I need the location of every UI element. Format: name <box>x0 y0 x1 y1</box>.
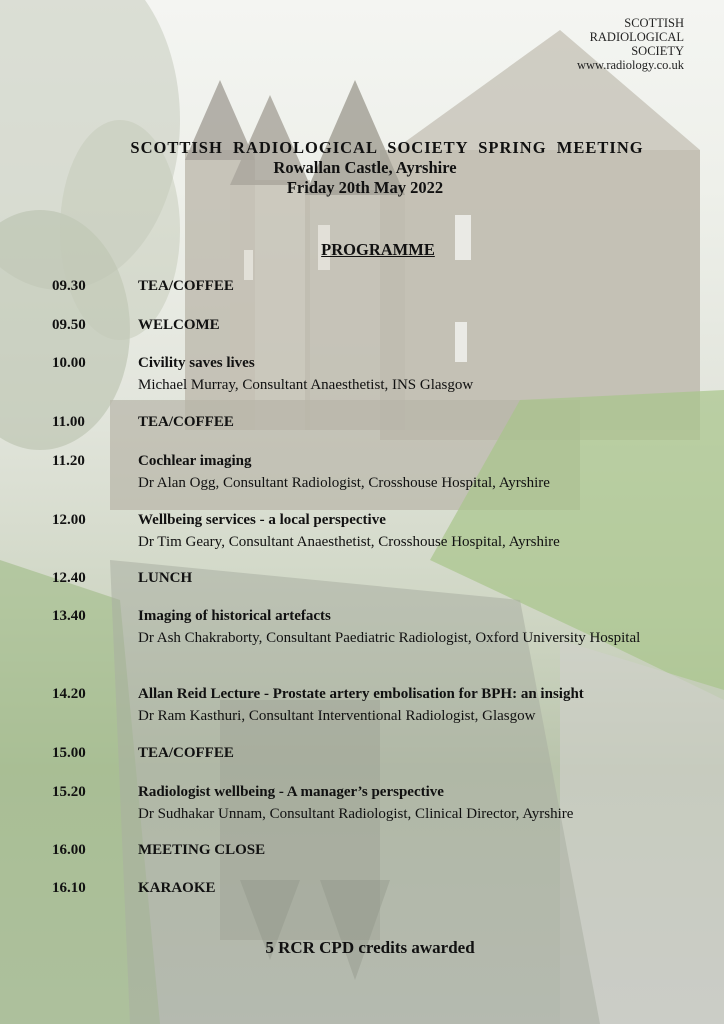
item-speaker: Dr Ram Kasthuri, Consultant Interventional Radiologist, Glasgow <box>138 708 536 724</box>
item-time: 16.10 <box>52 880 86 896</box>
item-title: MEETING CLOSE <box>138 842 266 858</box>
item-time: 12.40 <box>52 570 86 586</box>
item-time: 16.00 <box>52 842 86 858</box>
item-title: Wellbeing services - a local perspective <box>138 512 386 528</box>
cpd-credits-note: 5 RCR CPD credits awarded <box>265 938 475 957</box>
programme-heading: PROGRAMME <box>321 240 435 259</box>
item-title: TEA/COFFEE <box>138 745 234 761</box>
item-title: Radiologist wellbeing - A manager’s perspective <box>138 784 444 800</box>
item-time: 14.20 <box>52 686 86 702</box>
meeting-date: Friday 20th May 2022 <box>286 178 444 197</box>
meeting-venue: Rowallan Castle, Ayrshire <box>273 158 457 177</box>
item-time: 11.20 <box>52 453 85 469</box>
society-header <box>577 16 684 72</box>
item-title: LUNCH <box>138 570 193 586</box>
society-line-1: SCOTTISH <box>624 16 684 30</box>
item-speaker: Dr Alan Ogg, Consultant Radiologist, Crosshouse Hospital, Ayrshire <box>138 475 550 491</box>
item-speaker: Dr Sudhakar Unnam, Consultant Radiologist, Clinical Director, Ayrshire <box>138 806 574 822</box>
society-line-2: RADIOLOGICAL <box>589 30 684 44</box>
item-title: Cochlear imaging <box>138 453 252 469</box>
item-time: 09.30 <box>52 278 86 294</box>
society-line-3: SOCIETY <box>631 44 684 58</box>
meeting-title-block <box>0 138 724 198</box>
item-speaker: Michael Murray, Consultant Anaesthetist, INS Glasgow <box>138 377 474 393</box>
item-time: 10.00 <box>52 355 86 371</box>
item-time: 11.00 <box>52 414 85 430</box>
item-speaker: Dr Ash Chakraborty, Consultant Paediatric Radiologist, Oxford University Hospital <box>138 630 641 646</box>
item-time: 09.50 <box>52 317 86 333</box>
item-title: Imaging of historical artefacts <box>138 608 331 624</box>
item-speaker: Dr Tim Geary, Consultant Anaesthetist, Crosshouse Hospital, Ayrshire <box>138 534 560 550</box>
item-time: 15.20 <box>52 784 86 800</box>
item-title: TEA/COFFEE <box>138 414 234 430</box>
item-time: 15.00 <box>52 745 86 761</box>
item-title: Civility saves lives <box>138 355 255 371</box>
item-time: 13.40 <box>52 608 86 624</box>
society-website: www.radiology.co.uk <box>576 58 684 72</box>
item-title: TEA/COFFEE <box>138 278 234 294</box>
item-time: 12.00 <box>52 512 86 528</box>
item-title: WELCOME <box>138 317 220 333</box>
item-title: Allan Reid Lecture - Prostate artery embolisation for BPH: an insight <box>138 686 584 702</box>
meeting-title: SCOTTISH RADIOLOGICAL SOCIETY SPRING MEETING <box>130 138 644 157</box>
item-title: KARAOKE <box>138 880 216 896</box>
